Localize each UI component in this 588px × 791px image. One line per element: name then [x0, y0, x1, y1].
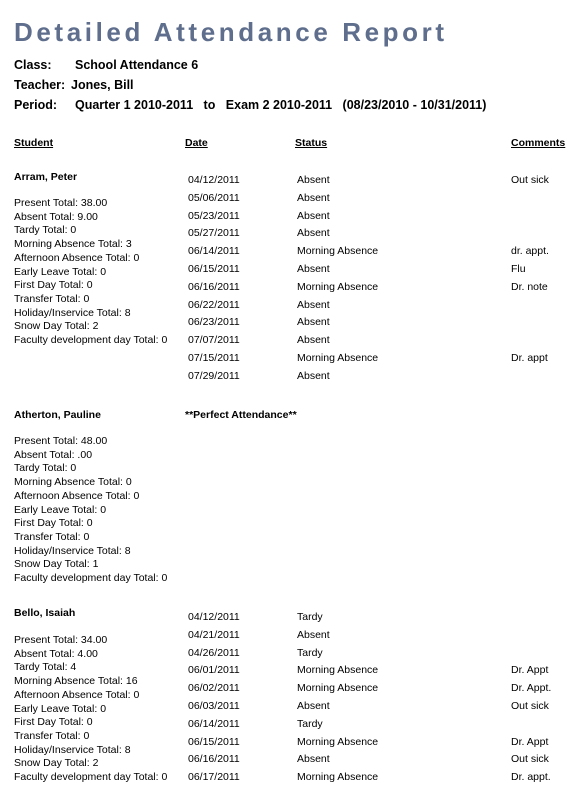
- record-status: Morning Absence: [297, 245, 379, 258]
- total-line: Present Total: 48.00: [14, 435, 108, 447]
- attendance-row: [0, 664, 588, 682]
- record-status: Absent: [297, 334, 330, 347]
- record-date: 07/29/2011: [188, 369, 240, 382]
- class-value: School Attendance 6: [75, 58, 199, 72]
- student-totals: [14, 435, 167, 586]
- record-status: Tardy: [297, 717, 323, 730]
- total-line: Holiday/Inservice Total: 8: [14, 743, 131, 756]
- record-status: Absent: [297, 316, 330, 329]
- total-line: Faculty development day Total: 0: [14, 334, 168, 347]
- total-line: Transfer Total: 0: [14, 729, 90, 742]
- student-name: Arram, Peter: [14, 171, 78, 183]
- record-comment: Dr. Appt: [511, 664, 549, 677]
- total-line: First Day Total: 0: [14, 517, 93, 530]
- total-line: Transfer Total: 0: [14, 292, 90, 305]
- report-title: Detailed Attendance Report: [14, 17, 448, 47]
- total-line: Early Leave Total: 0: [14, 265, 107, 278]
- record-date: 06/15/2011: [188, 262, 240, 275]
- total-line: Absent Total: .00: [14, 448, 93, 461]
- attendance-row: [0, 210, 588, 228]
- record-date: 06/03/2011: [188, 699, 240, 712]
- total-line: Tardy Total: 4: [14, 661, 77, 674]
- record-comment: dr. appt.: [511, 245, 549, 258]
- record-status: Morning Absence: [297, 682, 379, 695]
- record-date: 06/17/2011: [188, 771, 240, 784]
- record-date: 05/23/2011: [188, 209, 240, 222]
- record-status: Absent: [297, 298, 330, 311]
- total-line: Afternoon Absence Total: 0: [14, 251, 140, 264]
- record-date: 06/16/2011: [188, 753, 240, 766]
- attendance-row: [0, 611, 588, 629]
- record-status: Absent: [297, 174, 330, 186]
- period-label: Period:: [14, 98, 58, 112]
- record-status: Morning Absence: [297, 735, 379, 748]
- total-line: Holiday/Inservice Total: 8: [14, 306, 131, 319]
- record-status: Absent: [297, 227, 330, 240]
- class-label: Class:: [14, 58, 52, 72]
- record-status: Absent: [297, 753, 330, 766]
- record-date: 07/15/2011: [188, 351, 240, 364]
- record-status: Tardy: [297, 646, 323, 659]
- record-date: 06/02/2011: [188, 682, 240, 695]
- record-date: 06/14/2011: [188, 245, 240, 258]
- teacher-value: Jones, Bill: [71, 78, 134, 92]
- attendance-row: [0, 753, 588, 771]
- attendance-row: [0, 647, 588, 665]
- total-line: Afternoon Absence Total: 0: [14, 688, 140, 701]
- record-date: 07/07/2011: [188, 334, 240, 347]
- attendance-row: [0, 352, 588, 370]
- record-status: Absent: [297, 209, 330, 222]
- column-header-comments: Comments: [511, 137, 566, 149]
- column-header-status: Status: [295, 137, 328, 149]
- record-status: Morning Absence: [297, 280, 379, 293]
- student-name: Atherton, Pauline: [14, 409, 101, 421]
- record-status: Morning Absence: [297, 771, 379, 784]
- total-line: Absent Total: 9.00: [14, 210, 98, 223]
- record-comment: Out sick: [511, 699, 549, 712]
- record-status: Absent: [297, 262, 330, 275]
- record-date: 06/15/2011: [188, 735, 240, 748]
- attendance-row: [0, 700, 588, 718]
- record-date: 04/12/2011: [188, 611, 240, 623]
- total-line: Tardy Total: 0: [14, 224, 77, 237]
- record-date: 04/12/2011: [188, 174, 240, 186]
- total-line: Present Total: 34.00: [14, 634, 108, 646]
- total-line: Faculty development day Total: 0: [14, 572, 168, 585]
- total-line: Present Total: 38.00: [14, 197, 108, 209]
- attendance-row: [0, 629, 588, 647]
- attendance-row: [0, 334, 588, 352]
- record-status: Absent: [297, 369, 330, 382]
- attendance-records: [0, 611, 588, 789]
- total-line: Afternoon Absence Total: 0: [14, 489, 140, 502]
- attendance-row: [0, 174, 588, 192]
- total-line: Snow Day Total: 2: [14, 320, 99, 333]
- attendance-row: [0, 245, 588, 263]
- record-comment: Flu: [511, 262, 526, 275]
- class-line: [14, 58, 198, 72]
- total-line: Snow Day Total: 2: [14, 757, 99, 770]
- record-date: 06/16/2011: [188, 280, 240, 293]
- attendance-row: [0, 263, 588, 281]
- total-line: Morning Absence Total: 0: [14, 476, 132, 489]
- record-status: Morning Absence: [297, 664, 379, 677]
- record-date: 06/23/2011: [188, 316, 240, 329]
- record-status: Absent: [297, 191, 330, 204]
- attendance-row: [0, 299, 588, 317]
- record-comment: Out sick: [511, 174, 549, 186]
- total-line: Absent Total: 4.00: [14, 647, 98, 660]
- record-status: Absent: [297, 628, 330, 641]
- attendance-row: [0, 736, 588, 754]
- record-comment: Dr. appt: [511, 351, 548, 364]
- record-date: 04/26/2011: [188, 646, 240, 659]
- student-name: Bello, Isaiah: [14, 607, 76, 619]
- attendance-row: [0, 682, 588, 700]
- total-line: Holiday/Inservice Total: 8: [14, 544, 131, 557]
- attendance-row: [0, 227, 588, 245]
- attendance-records: [0, 174, 588, 388]
- record-comment: Dr. Appt: [511, 735, 549, 748]
- record-status: Tardy: [297, 611, 323, 623]
- attendance-row: [0, 718, 588, 736]
- record-status: Morning Absence: [297, 351, 379, 364]
- total-line: Early Leave Total: 0: [14, 702, 107, 715]
- attendance-row: [0, 281, 588, 299]
- attendance-row: [0, 316, 588, 334]
- record-date: 04/21/2011: [188, 628, 240, 641]
- period-value: Quarter 1 2010-2011 to Exam 2 2010-2011 (08/23/2010 - 10/31/2011): [75, 98, 487, 112]
- teacher-label: Teacher:: [14, 78, 66, 92]
- record-date: 06/14/2011: [188, 717, 240, 730]
- attendance-row: [0, 771, 588, 789]
- period-line: [14, 98, 486, 112]
- attendance-row: [0, 192, 588, 210]
- total-line: Tardy Total: 0: [14, 462, 77, 475]
- total-line: First Day Total: 0: [14, 279, 93, 292]
- total-line: Faculty development day Total: 0: [14, 771, 168, 784]
- record-comment: Dr. appt.: [511, 771, 551, 784]
- record-date: 05/27/2011: [188, 227, 240, 240]
- total-line: Morning Absence Total: 16: [14, 675, 138, 688]
- attendance-row: [0, 370, 588, 388]
- total-line: First Day Total: 0: [14, 716, 93, 729]
- total-line: Morning Absence Total: 3: [14, 238, 132, 251]
- column-header-student: Student: [14, 137, 54, 149]
- record-date: 05/06/2011: [188, 191, 240, 204]
- column-header-date: Date: [185, 137, 208, 149]
- total-line: Early Leave Total: 0: [14, 503, 107, 516]
- teacher-line: [14, 78, 134, 92]
- record-date: 06/01/2011: [188, 664, 240, 677]
- total-line: Snow Day Total: 1: [14, 558, 99, 571]
- perfect-attendance-note: **Perfect Attendance**: [185, 409, 297, 421]
- record-status: Absent: [297, 699, 330, 712]
- record-date: 06/22/2011: [188, 298, 240, 311]
- record-comment: Dr. note: [511, 280, 548, 293]
- total-line: Transfer Total: 0: [14, 530, 90, 543]
- record-comment: Dr. Appt.: [511, 682, 552, 695]
- record-comment: Out sick: [511, 753, 549, 766]
